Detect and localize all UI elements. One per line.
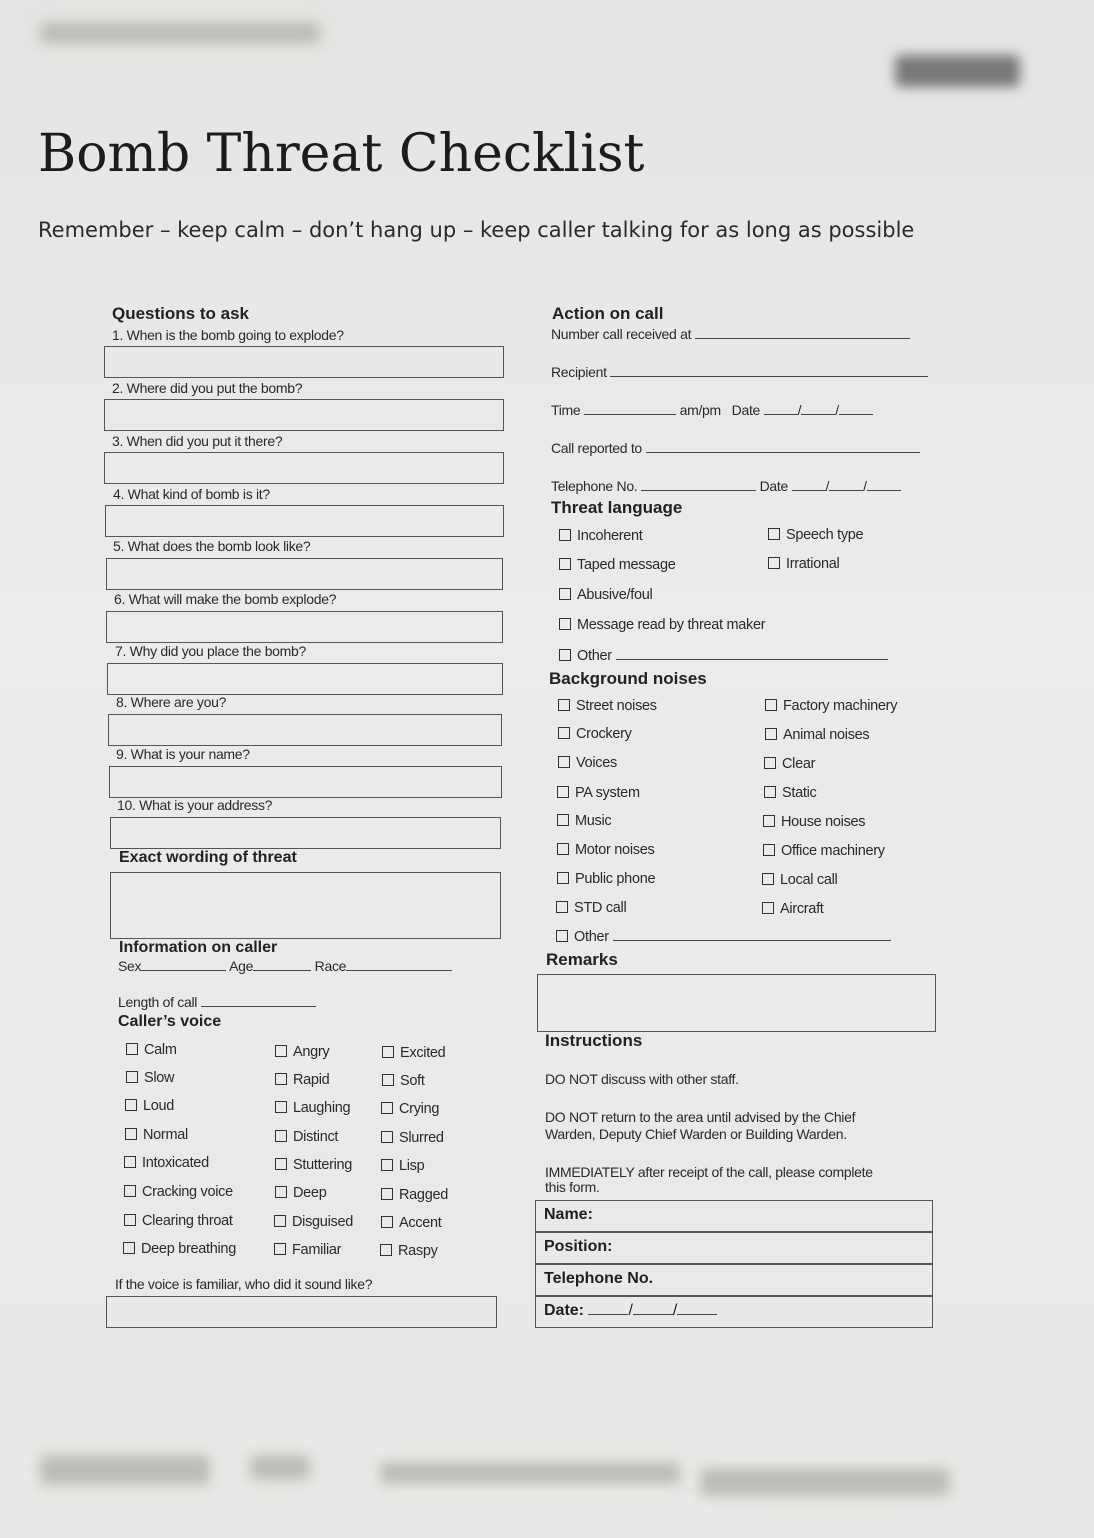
checkbox-icon bbox=[557, 786, 569, 798]
voice-option-label: Distinct bbox=[293, 1129, 339, 1145]
voice-cracking-checkbox[interactable] bbox=[124, 1184, 233, 1200]
checkbox-icon bbox=[768, 528, 780, 540]
checkbox-icon bbox=[557, 872, 569, 884]
checkbox-icon bbox=[381, 1216, 393, 1228]
checkbox-icon bbox=[275, 1045, 287, 1057]
telephone-row bbox=[551, 478, 901, 494]
caller-sex-row bbox=[118, 958, 452, 974]
voice-option-label: Deep breathing bbox=[141, 1241, 236, 1257]
noise-music-checkbox[interactable] bbox=[557, 813, 611, 829]
remarks-field[interactable] bbox=[537, 974, 936, 1032]
voice-accent-checkbox[interactable] bbox=[381, 1215, 442, 1231]
noise-aircraft-checkbox[interactable] bbox=[762, 901, 824, 917]
noise-motor-checkbox[interactable] bbox=[557, 842, 654, 858]
callers-voice-heading: Caller’s voice bbox=[118, 1013, 222, 1030]
ampm-label: am/pm bbox=[679, 402, 721, 418]
voice-option-label: Ragged bbox=[399, 1187, 448, 1203]
threat-other-field[interactable] bbox=[616, 647, 888, 660]
date-separator: / bbox=[863, 478, 867, 494]
voice-crying-checkbox[interactable] bbox=[381, 1101, 439, 1117]
blurred-footer-mid bbox=[250, 1455, 310, 1480]
answer-8-field[interactable] bbox=[108, 714, 502, 746]
checkbox-icon bbox=[275, 1130, 287, 1142]
checkbox-icon bbox=[275, 1186, 287, 1198]
blurred-header-text bbox=[40, 22, 320, 44]
checkbox-icon bbox=[274, 1215, 286, 1227]
question-7: 7. Why did you place the bomb? bbox=[115, 643, 307, 659]
noise-option-label: House noises bbox=[781, 814, 866, 830]
voice-slow-checkbox[interactable] bbox=[126, 1070, 174, 1086]
remarks-heading: Remarks bbox=[546, 950, 618, 969]
noise-option-label: Music bbox=[575, 813, 612, 829]
threat-taped-checkbox[interactable] bbox=[559, 557, 675, 573]
instructions-heading: Instructions bbox=[545, 1031, 643, 1050]
answer-5-field[interactable] bbox=[106, 558, 503, 590]
answer-7-field[interactable] bbox=[107, 663, 503, 695]
voice-option-label: Slurred bbox=[399, 1130, 444, 1146]
noise-option-label: STD call bbox=[574, 900, 627, 916]
checkbox-icon bbox=[764, 757, 776, 769]
threat-option-label: Irrational bbox=[786, 556, 840, 572]
voice-option-label: Calm bbox=[144, 1042, 177, 1058]
report-date-year-field[interactable] bbox=[867, 478, 901, 491]
checkbox-icon bbox=[124, 1214, 136, 1226]
familiar-voice-field[interactable] bbox=[106, 1296, 497, 1328]
voice-option-label: Clearing throat bbox=[142, 1213, 233, 1229]
question-1: 1. When is the bomb going to explode? bbox=[112, 327, 344, 343]
noise-house-checkbox[interactable] bbox=[763, 814, 865, 830]
answer-6-field[interactable] bbox=[106, 611, 503, 643]
noise-option-label: Factory machinery bbox=[783, 698, 898, 714]
noise-other-checkbox[interactable] bbox=[556, 928, 891, 945]
voice-disguised-checkbox[interactable] bbox=[274, 1214, 353, 1230]
checkbox-icon bbox=[768, 557, 780, 569]
question-3: 3. When did you put it there? bbox=[112, 433, 283, 449]
threat-option-label: Incoherent bbox=[577, 528, 643, 544]
form-name-field[interactable] bbox=[535, 1200, 933, 1232]
call-length-row bbox=[118, 994, 316, 1010]
blurred-logo bbox=[895, 55, 1020, 87]
question-4: 4. What kind of bomb is it? bbox=[113, 486, 270, 502]
noise-option-label: Static bbox=[782, 785, 817, 801]
checkbox-icon bbox=[381, 1131, 393, 1143]
checkbox-icon bbox=[762, 902, 774, 914]
checkbox-icon bbox=[126, 1071, 138, 1083]
voice-lisp-checkbox[interactable] bbox=[381, 1158, 424, 1174]
noise-option-label: Street noises bbox=[576, 698, 657, 714]
checkbox-icon bbox=[380, 1244, 392, 1256]
number-received-field[interactable] bbox=[695, 326, 910, 339]
threat-incoherent-checkbox[interactable] bbox=[559, 528, 643, 544]
threat-language-heading: Threat language bbox=[551, 498, 683, 517]
checkbox-icon bbox=[381, 1102, 393, 1114]
instruction-2b: Warden, Deputy Chief Warden or Building Warden. bbox=[545, 1126, 847, 1142]
call-length-field[interactable] bbox=[201, 994, 316, 1007]
form-name-label: Name: bbox=[544, 1206, 593, 1223]
voice-option-label: Deep bbox=[293, 1185, 327, 1201]
voice-option-label: Intoxicated bbox=[142, 1155, 209, 1171]
telephone-label: Telephone No. bbox=[551, 478, 638, 494]
voice-option-label: Excited bbox=[400, 1045, 446, 1061]
answer-10-field[interactable] bbox=[110, 817, 501, 849]
noise-option-label: Animal noises bbox=[783, 727, 870, 743]
checkbox-icon bbox=[124, 1185, 136, 1197]
threat-option-label: Taped message bbox=[577, 557, 676, 573]
answer-3-field[interactable] bbox=[104, 452, 504, 484]
date-month-field[interactable] bbox=[801, 402, 835, 415]
checkbox-icon bbox=[556, 930, 568, 942]
checkbox-icon bbox=[381, 1188, 393, 1200]
answer-9-field[interactable] bbox=[109, 766, 502, 798]
noise-static-checkbox[interactable] bbox=[764, 785, 816, 801]
voice-stuttering-checkbox[interactable] bbox=[275, 1157, 352, 1173]
voice-excited-checkbox[interactable] bbox=[382, 1045, 445, 1061]
voice-option-label: Laughing bbox=[293, 1100, 351, 1116]
familiar-voice-question: If the voice is familiar, who did it sound like? bbox=[115, 1276, 373, 1292]
time-row bbox=[551, 402, 873, 418]
noise-option-label: Other bbox=[574, 929, 609, 945]
voice-intoxicated-checkbox[interactable] bbox=[124, 1155, 209, 1171]
noise-option-label: Clear bbox=[782, 756, 816, 772]
sex-field[interactable] bbox=[141, 958, 226, 971]
reported-to-label: Call reported to bbox=[551, 440, 642, 456]
threat-option-label: Other bbox=[577, 648, 612, 664]
voice-option-label: Angry bbox=[293, 1044, 330, 1060]
voice-laughing-checkbox[interactable] bbox=[275, 1100, 350, 1116]
answer-4-field[interactable] bbox=[105, 505, 504, 537]
checkbox-icon bbox=[762, 873, 774, 885]
recipient-label: Recipient bbox=[551, 364, 607, 380]
noise-public-phone-checkbox[interactable] bbox=[557, 871, 655, 887]
question-5: 5. What does the bomb look like? bbox=[113, 538, 311, 554]
instruction-3a: IMMEDIATELY after receipt of the call, please complete bbox=[545, 1164, 873, 1180]
question-8: 8. Where are you? bbox=[116, 694, 227, 710]
checkbox-icon bbox=[559, 649, 571, 661]
voice-option-label: Stuttering bbox=[293, 1157, 353, 1173]
checkbox-icon bbox=[558, 756, 570, 768]
form-date-year[interactable] bbox=[677, 1302, 717, 1315]
noise-option-label: Public phone bbox=[575, 871, 656, 887]
checkbox-icon bbox=[558, 727, 570, 739]
voice-option-label: Soft bbox=[400, 1073, 425, 1089]
date-separator: / bbox=[628, 1302, 633, 1319]
noise-crockery-checkbox[interactable] bbox=[558, 726, 632, 742]
form-date-label: Date: bbox=[544, 1302, 585, 1319]
answer-2-field[interactable] bbox=[104, 399, 504, 431]
noise-option-label: Aircraft bbox=[780, 901, 824, 917]
telephone-field[interactable] bbox=[641, 478, 756, 491]
exact-wording-heading: Exact wording of threat bbox=[119, 849, 297, 866]
checkbox-icon bbox=[125, 1099, 137, 1111]
noise-option-label: Local call bbox=[780, 872, 838, 888]
voice-deep-checkbox[interactable] bbox=[275, 1185, 326, 1201]
noise-option-label: PA system bbox=[575, 785, 640, 801]
noise-option-label: Voices bbox=[576, 755, 617, 771]
voice-option-label: Normal bbox=[143, 1127, 188, 1143]
form-date-day[interactable] bbox=[588, 1302, 628, 1315]
number-received-label: Number call received at bbox=[551, 326, 692, 342]
checkbox-icon bbox=[382, 1046, 394, 1058]
voice-option-label: Loud bbox=[143, 1098, 175, 1114]
noise-local-call-checkbox[interactable] bbox=[762, 872, 837, 888]
date-label: Date bbox=[759, 478, 788, 494]
age-field[interactable] bbox=[253, 958, 311, 971]
noise-voices-checkbox[interactable] bbox=[558, 755, 617, 771]
voice-option-label: Accent bbox=[399, 1215, 442, 1231]
form-position-field[interactable] bbox=[535, 1232, 933, 1264]
voice-soft-checkbox[interactable] bbox=[382, 1073, 425, 1089]
voice-deep-breathing-checkbox[interactable] bbox=[123, 1241, 236, 1257]
voice-familiar-checkbox[interactable] bbox=[274, 1242, 341, 1258]
form-date-month[interactable] bbox=[633, 1302, 673, 1315]
checkbox-icon bbox=[557, 843, 569, 855]
date-separator: / bbox=[835, 402, 839, 418]
voice-option-label: Slow bbox=[144, 1070, 175, 1086]
checkbox-icon bbox=[126, 1043, 138, 1055]
threat-option-label: Speech type bbox=[786, 527, 864, 543]
threat-irrational-checkbox[interactable] bbox=[768, 556, 839, 572]
checkbox-icon bbox=[123, 1242, 135, 1254]
checkbox-icon bbox=[381, 1159, 393, 1171]
checkbox-icon bbox=[274, 1243, 286, 1255]
threat-speech-type-checkbox[interactable] bbox=[768, 527, 863, 543]
noise-street-checkbox[interactable] bbox=[558, 698, 657, 714]
voice-loud-checkbox[interactable] bbox=[125, 1098, 174, 1114]
page-title: Bomb Threat Checklist bbox=[38, 124, 645, 184]
voice-normal-checkbox[interactable] bbox=[125, 1127, 188, 1143]
date-year-field[interactable] bbox=[839, 402, 873, 415]
form-telephone-field[interactable] bbox=[535, 1264, 933, 1296]
voice-option-label: Disguised bbox=[292, 1214, 353, 1230]
voice-distinct-checkbox[interactable] bbox=[275, 1129, 338, 1145]
date-label: Date bbox=[731, 402, 761, 418]
date-separator: / bbox=[797, 402, 802, 418]
checkbox-icon bbox=[557, 814, 569, 826]
recipient-field[interactable] bbox=[610, 364, 928, 377]
checkbox-icon bbox=[559, 588, 571, 600]
recipient-row bbox=[551, 364, 928, 380]
threat-message-read-checkbox[interactable] bbox=[559, 617, 765, 633]
checkbox-icon bbox=[275, 1101, 287, 1113]
caller-info-heading: Information on caller bbox=[119, 939, 278, 956]
checkbox-icon bbox=[556, 901, 568, 913]
threat-abusive-checkbox[interactable] bbox=[559, 587, 652, 603]
threat-other-checkbox[interactable] bbox=[559, 647, 888, 664]
checkbox-icon bbox=[382, 1074, 394, 1086]
action-on-call-heading: Action on call bbox=[552, 304, 664, 323]
time-field[interactable] bbox=[584, 402, 676, 415]
checkbox-icon bbox=[558, 699, 570, 711]
threat-option-label: Message read by threat maker bbox=[577, 617, 766, 633]
question-10: 10. What is your address? bbox=[117, 797, 273, 813]
noise-animal-checkbox[interactable] bbox=[765, 727, 869, 743]
instruction-1: DO NOT discuss with other staff. bbox=[545, 1071, 739, 1087]
voice-clearing-throat-checkbox[interactable] bbox=[124, 1213, 233, 1229]
voice-calm-checkbox[interactable] bbox=[126, 1042, 177, 1058]
sex-label: Sex bbox=[118, 958, 142, 974]
voice-slurred-checkbox[interactable] bbox=[381, 1130, 444, 1146]
voice-option-label: Rapid bbox=[293, 1072, 330, 1088]
voice-ragged-checkbox[interactable] bbox=[381, 1187, 448, 1203]
noise-other-field[interactable] bbox=[613, 928, 891, 941]
noise-office-checkbox[interactable] bbox=[763, 843, 885, 859]
time-label: Time bbox=[551, 402, 581, 418]
checkbox-icon bbox=[559, 618, 571, 630]
noise-option-label: Office machinery bbox=[781, 843, 885, 859]
noise-option-label: Motor noises bbox=[575, 842, 655, 858]
questions-heading: Questions to ask bbox=[112, 304, 249, 323]
noise-std-call-checkbox[interactable] bbox=[556, 900, 626, 916]
age-label: Age bbox=[229, 958, 254, 974]
voice-angry-checkbox[interactable] bbox=[275, 1044, 329, 1060]
checkbox-icon bbox=[765, 699, 777, 711]
date-day-field[interactable] bbox=[764, 402, 798, 415]
checkbox-icon bbox=[125, 1128, 137, 1140]
voice-option-label: Lisp bbox=[399, 1158, 425, 1174]
instruction-3b: this form. bbox=[545, 1179, 600, 1195]
report-date-month-field[interactable] bbox=[829, 478, 863, 491]
checkbox-icon bbox=[559, 529, 571, 541]
checkbox-icon bbox=[124, 1156, 136, 1168]
date-separator: / bbox=[825, 478, 830, 494]
page-subtitle: Remember – keep calm – don’t hang up – keep caller talking for as long as possible bbox=[38, 218, 915, 242]
voice-raspy-checkbox[interactable] bbox=[380, 1243, 438, 1259]
checkbox-icon bbox=[764, 786, 776, 798]
race-field[interactable] bbox=[346, 958, 452, 971]
date-separator: / bbox=[672, 1302, 678, 1319]
form-telephone-label: Telephone No. bbox=[544, 1270, 654, 1287]
voice-rapid-checkbox[interactable] bbox=[275, 1072, 329, 1088]
noise-pa-system-checkbox[interactable] bbox=[557, 785, 640, 801]
report-date-day-field[interactable] bbox=[792, 478, 826, 491]
form-position-label: Position: bbox=[544, 1238, 613, 1255]
blurred-footer-mid2 bbox=[380, 1462, 680, 1484]
checkbox-icon bbox=[765, 728, 777, 740]
voice-option-label: Cracking voice bbox=[142, 1184, 233, 1200]
noise-option-label: Crockery bbox=[576, 726, 632, 742]
voice-option-label: Crying bbox=[399, 1101, 440, 1117]
background-noises-heading: Background noises bbox=[549, 669, 707, 688]
exact-wording-field[interactable] bbox=[110, 872, 501, 939]
blurred-footer-right bbox=[700, 1468, 950, 1496]
noise-factory-checkbox[interactable] bbox=[765, 698, 897, 714]
checkbox-icon bbox=[763, 815, 775, 827]
voice-option-label: Familiar bbox=[292, 1242, 342, 1258]
form-date-field[interactable] bbox=[535, 1296, 933, 1328]
question-6: 6. What will make the bomb explode? bbox=[114, 591, 337, 607]
noise-clear-checkbox[interactable] bbox=[764, 756, 815, 772]
instruction-2a: DO NOT return to the area until advised by the Chief bbox=[545, 1109, 856, 1125]
race-label: Race bbox=[314, 958, 347, 974]
reported-to-field[interactable] bbox=[646, 440, 920, 453]
checkbox-icon bbox=[559, 558, 571, 570]
checkbox-icon bbox=[763, 844, 775, 856]
checkbox-icon bbox=[275, 1158, 287, 1170]
reported-to-row bbox=[551, 440, 920, 456]
question-2: 2. Where did you put the bomb? bbox=[112, 380, 303, 396]
call-length-label: Length of call bbox=[118, 994, 198, 1010]
threat-option-label: Abusive/foul bbox=[577, 587, 653, 603]
blurred-footer-left bbox=[40, 1455, 210, 1485]
checkbox-icon bbox=[275, 1073, 287, 1085]
voice-option-label: Raspy bbox=[398, 1243, 438, 1259]
question-9: 9. What is your name? bbox=[116, 746, 250, 762]
answer-1-field[interactable] bbox=[104, 346, 504, 378]
number-received-row bbox=[551, 326, 910, 342]
